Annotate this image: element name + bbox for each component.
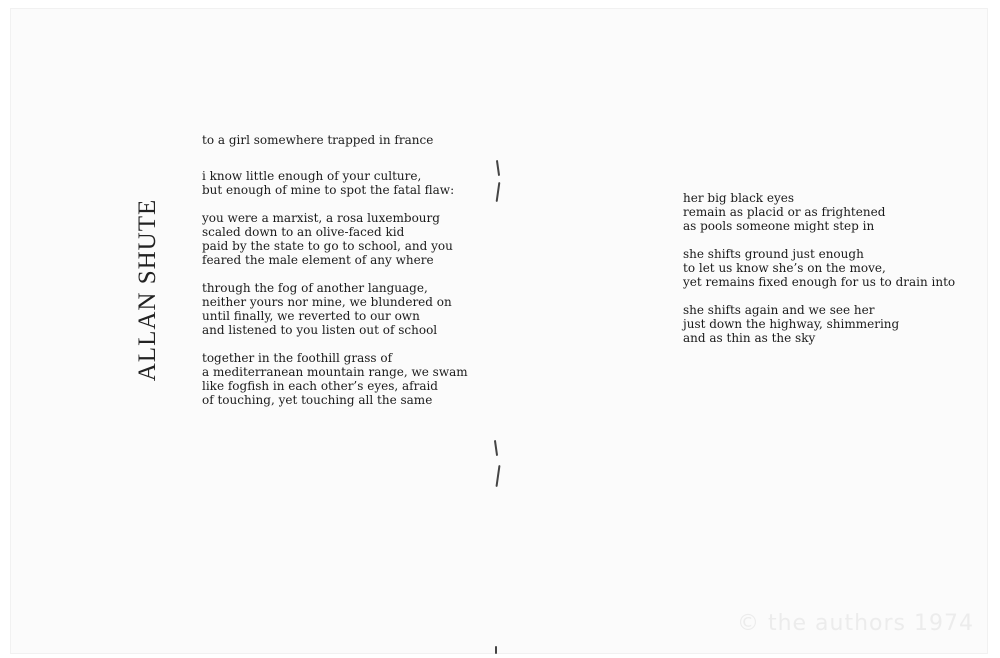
left-stanza-2 xyxy=(202,211,468,267)
poem-line: yet remains fixed enough for us to drain into xyxy=(683,275,956,289)
poem-line: she shifts ground just enough xyxy=(683,247,864,261)
right-poem xyxy=(683,191,955,359)
poem-line: neither yours nor mine, we blundered on xyxy=(202,295,452,309)
right-stanza-2 xyxy=(683,247,955,289)
poem-line: of touching, yet touching all the same xyxy=(202,393,433,407)
poem-line: i know little enough of your culture, xyxy=(202,169,422,183)
right-stanza-3 xyxy=(683,303,955,345)
staple-mark-edge xyxy=(495,646,497,654)
poem-line: a mediterranean mountain range, we swam xyxy=(202,365,468,379)
left-poem xyxy=(202,133,468,421)
copyright-watermark: © the authors 1974 xyxy=(736,611,974,636)
left-poem-stanzas xyxy=(202,169,468,407)
poem-line: and listened to you listen out of school xyxy=(202,323,438,337)
poem-line: she shifts again and we see her xyxy=(683,303,875,317)
poem-line: her big black eyes xyxy=(683,191,795,205)
right-stanza-1 xyxy=(683,191,955,233)
poem-line: through the fog of another language, xyxy=(202,281,428,295)
poem-line: like fogfish in each other’s eyes, afraid xyxy=(202,379,438,393)
poem-line: together in the foothill grass of xyxy=(202,351,393,365)
left-stanza-4 xyxy=(202,351,468,407)
poem-line: and as thin as the sky xyxy=(683,331,816,345)
poem-line: scaled down to an olive-faced kid xyxy=(202,225,405,239)
left-stanza-1 xyxy=(202,169,468,197)
poem-line: feared the male element of any where xyxy=(202,253,434,267)
poem-line: until finally, we reverted to our own xyxy=(202,309,420,323)
poem-line: as pools someone might step in xyxy=(683,219,875,233)
poem-line: paid by the state to go to school, and you xyxy=(202,239,453,253)
poem-line: to let us know she’s on the move, xyxy=(683,261,886,275)
right-poem-stanzas xyxy=(683,191,955,345)
left-stanza-3 xyxy=(202,281,468,337)
poem-line: but enough of mine to spot the fatal flaw: xyxy=(202,183,455,197)
poem-line: you were a marxist, a rosa luxembourg xyxy=(202,211,440,225)
author-name: ALLAN SHUTE xyxy=(134,198,161,382)
poem-line: remain as placid or as frightened xyxy=(683,205,886,219)
poem-line: just down the highway, shimmering xyxy=(683,317,900,331)
poem-title: to a girl somewhere trapped in france xyxy=(202,133,434,147)
